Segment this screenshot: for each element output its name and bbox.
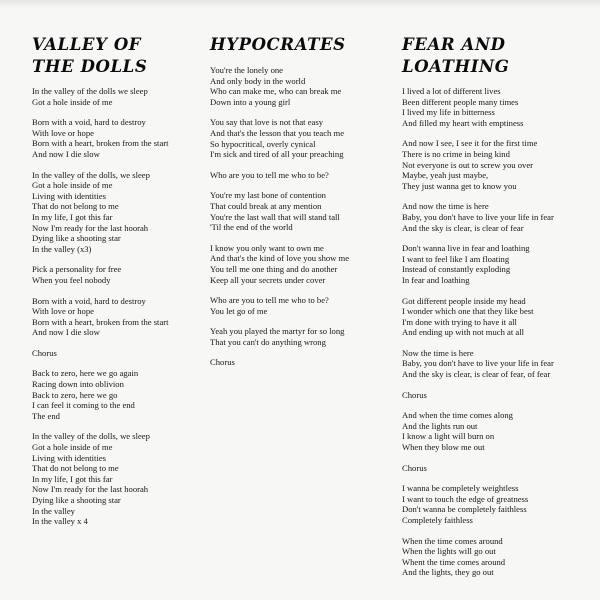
lyric-line: I wonder which one that they like best [402, 306, 534, 317]
song-column-valley-of-the-dolls [32, 34, 210, 537]
lyric-stanza [402, 536, 592, 578]
lyric-stanza [210, 170, 390, 181]
lyric-line: Baby, you don't have to live your life in fear [402, 358, 554, 369]
lyric-stanza [402, 463, 592, 474]
lyric-line: 'Til the end of the world [210, 222, 293, 233]
chorus-marker: Chorus [210, 357, 235, 368]
song-title-line: VALLEY OF [32, 35, 142, 54]
lyric-line: And only body in the world [210, 75, 306, 86]
lyric-line: With love or hope [32, 127, 94, 138]
lyric-line: The end [32, 410, 60, 421]
lyric-line: Dying like a shooting star [32, 233, 121, 244]
lyric-stanza [210, 243, 390, 285]
lyric-line: So hypocritical, overly cynical [210, 138, 316, 149]
lyric-line: Whent the time comes around [402, 556, 506, 567]
lyric-line: Completely faithless [402, 515, 473, 525]
lyric-stanza [32, 170, 210, 255]
lyric-line: Now the time is here [402, 347, 474, 358]
lyric-line: You're the lonely one [210, 65, 283, 75]
lyric-line: When the time comes around [402, 535, 503, 546]
lyric-line: Got different people inside my head [402, 295, 526, 306]
lyric-line: Instead of constantly exploding [402, 264, 511, 275]
lyric-line: Been different people many times [402, 96, 519, 107]
lyric-line: You let go of me [210, 305, 268, 316]
lyric-line: Living with identities [32, 452, 106, 463]
lyric-line: And the sky is clear, is clear of fear [402, 222, 524, 233]
lyric-line: Got a hole inside of me [32, 180, 113, 191]
lyric-line: In my life, I got this far [32, 473, 113, 484]
lyric-line: I'm done with trying to have it all [402, 316, 517, 327]
lyric-line: I know you only want to own me [210, 242, 324, 253]
lyric-stanza [210, 326, 390, 347]
lyric-line: That do not belong to me [32, 201, 119, 212]
song-title-line: FEAR AND [402, 35, 506, 54]
song-column-hypocrates [210, 34, 390, 378]
lyric-line: Racing down into oblivion [32, 379, 124, 390]
lyric-stanza [210, 295, 390, 316]
lyric-line: They just wanna get to know you [402, 180, 517, 191]
lyric-line: I'm sick and tired of all your preaching [210, 149, 344, 160]
lyric-line: Living with identities [32, 190, 106, 201]
lyric-line: And now I die slow [32, 148, 100, 159]
lyric-line: And now the time is here [402, 201, 489, 212]
lyric-line: Got a hole inside of me [32, 96, 113, 107]
lyric-line: In the valley of the dolls, we sleep [32, 169, 150, 180]
lyric-line: You're the last wall that will stand tall [210, 211, 340, 222]
lyric-line: Down into a young girl [210, 96, 291, 107]
lyric-line: When you feel nobody [32, 274, 111, 285]
scan-edge-shadow [0, 0, 600, 8]
song-title [402, 34, 592, 78]
lyric-line: Now I'm ready for the last hoorah [32, 222, 149, 233]
lyric-stanza [210, 190, 390, 232]
lyric-line: You say that love is not that easy [210, 117, 323, 128]
lyric-stanza [32, 264, 210, 285]
lyric-line: And the lights, they go out [402, 567, 494, 578]
lyric-line: Who are you to tell me who to be? [210, 169, 329, 180]
lyric-stanza [32, 368, 210, 421]
lyric-line: Don't wanna be completely faithless [402, 504, 527, 515]
lyric-line: Yeah you played the martyr for so long [210, 326, 345, 337]
lyric-line: You tell me one thing and do another [210, 263, 338, 274]
lyric-line: Who are you to tell me who to be? [210, 295, 329, 306]
lyric-line: Baby, you don't have to live your life in fear [402, 211, 554, 222]
lyric-line: There is no crime in being kind [402, 148, 510, 159]
song-title-line: HYPOCRATES [210, 35, 346, 54]
lyric-line: I want to touch the edge of greatness [402, 493, 529, 504]
lyric-line: And ending up with not much at all [402, 327, 524, 338]
lyric-stanza [32, 86, 210, 107]
lyric-line: I lived my life in bitterness [402, 107, 495, 118]
lyric-stanza [210, 65, 390, 107]
lyric-line: In my life, I got this far [32, 211, 113, 222]
lyric-line: Don't wanna live in fear and loathing [402, 243, 530, 254]
lyric-line: When they blow me out [402, 442, 485, 453]
song-lyrics [402, 86, 592, 578]
lyric-line: In the valley [32, 505, 75, 516]
lyric-stanza [402, 201, 592, 233]
lyric-stanza [402, 296, 592, 338]
lyric-line: And that's the kind of love you show me [210, 253, 350, 264]
lyric-line: In the valley (x3) [32, 243, 92, 254]
song-lyrics [32, 86, 210, 527]
lyric-line: When the lights will go out [402, 546, 496, 557]
lyric-line: I wanna be completely weightless [402, 483, 519, 494]
lyric-line: Born with a void, hard to destroy [32, 295, 146, 306]
lyric-stanza [402, 348, 592, 380]
lyric-line: Back to zero, here we go [32, 389, 118, 400]
lyric-line: Not everyone is out to screw you over [402, 159, 534, 170]
lyric-line: In the valley of the dolls we sleep [32, 86, 148, 96]
song-title [32, 34, 210, 78]
lyric-stanza [402, 410, 592, 452]
lyric-line: And that's the lesson that you teach me [210, 127, 345, 138]
lyric-line: And the lights run out [402, 420, 478, 431]
lyric-line: That do not belong to me [32, 463, 119, 474]
lyric-stanza [210, 117, 390, 159]
lyric-line: I want to feel like I am floating [402, 253, 510, 264]
chorus-marker: Chorus [32, 347, 57, 358]
lyric-stanza [32, 117, 210, 159]
lyric-line: In the valley x 4 [32, 516, 88, 527]
song-title [210, 34, 390, 56]
lyric-line: That could break at any mention [210, 200, 322, 211]
chorus-marker: Chorus [402, 462, 427, 473]
lyric-line: And filled my heart with emptiness [402, 117, 524, 128]
lyric-line: Born with a heart, broken from the start [32, 138, 169, 149]
lyric-line: I can feel it coming to the end [32, 400, 135, 411]
song-lyrics [210, 65, 390, 368]
lyric-stanza [402, 483, 592, 525]
chorus-marker: Chorus [402, 389, 427, 400]
lyric-line: Got a hole inside of me [32, 442, 113, 453]
lyric-line: And the sky is clear, is clear of fear, of fear [402, 369, 551, 380]
lyric-stanza [402, 390, 592, 401]
lyric-line: That you can't do anything wrong [210, 336, 326, 347]
lyric-line: Back to zero, here we go again [32, 368, 139, 379]
lyric-line: Now I'm ready for the last hoorah [32, 484, 149, 495]
lyric-line: In the valley of the dolls, we sleep [32, 431, 150, 442]
lyric-line: I lived a lot of different lives [402, 86, 501, 96]
lyric-line: With love or hope [32, 306, 94, 317]
lyric-line: And now I die slow [32, 327, 100, 338]
lyric-line: And now I see, I see it for the first time [402, 138, 538, 149]
song-column-fear-and-loathing [402, 34, 592, 588]
lyric-stanza [210, 357, 390, 368]
lyric-stanza [402, 138, 592, 191]
lyric-line: Who can make me, who can break me [210, 86, 342, 97]
lyric-line: Pick a personality for free [32, 264, 122, 275]
lyric-stanza [32, 296, 210, 338]
lyric-line: Born with a heart, broken from the start [32, 316, 169, 327]
lyric-stanza [32, 431, 210, 526]
song-title-line: THE DOLLS [32, 57, 148, 76]
lyric-stanza [402, 243, 592, 285]
lyric-line: I know a light will burn on [402, 431, 495, 442]
lyric-stanza [402, 86, 592, 128]
lyric-line: Born with a void, hard to destroy [32, 117, 146, 128]
lyric-line: Maybe, yeah just maybe, [402, 170, 489, 181]
lyric-line: Dying like a shooting star [32, 495, 121, 505]
song-title-line: LOATHING [402, 57, 510, 76]
lyric-line: In fear and loathing [402, 274, 470, 285]
lyric-stanza [32, 348, 210, 359]
lyric-line: You're my last bone of contention [210, 190, 326, 201]
lyric-line: And when the time comes along [402, 410, 513, 421]
lyric-line: Keep all your secrets under cover [210, 274, 326, 285]
